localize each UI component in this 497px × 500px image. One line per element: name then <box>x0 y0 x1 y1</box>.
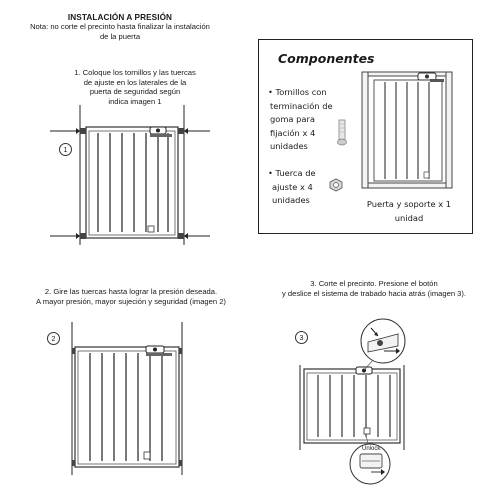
nut-line2: ajuste x 4 <box>272 181 313 192</box>
screws-line1: • Tornillos con <box>268 87 327 97</box>
step1-heading: INSTALACIÓN A PRESIÓN <box>67 13 173 22</box>
step1-instr-line2: de ajuste en los laterales de la <box>83 77 187 87</box>
step1-instr-line4: indica imagen 1 <box>108 96 162 106</box>
step3-instr-line2: y deslice el sistema de trabado hacia atrás (imagen 3). <box>281 288 467 298</box>
screws-line5: unidades <box>270 141 308 151</box>
step3-instr-line1: 3. Corte el precinto. Presione el botón <box>310 279 438 288</box>
screws-line3: goma para <box>270 114 315 124</box>
nut-line3: unidades <box>272 195 310 205</box>
step1-figure-number: 1 <box>59 143 72 156</box>
step1-note-line2: de la puerta <box>99 31 141 41</box>
gate-line2: unidad <box>394 212 424 223</box>
step2-instr-line2: A mayor presión, mayor sujeción y seguridad (imagen 2) <box>36 296 226 306</box>
step1-instr-line1: 1. Coloque los tornillos y las tuercas <box>74 68 196 77</box>
nut-line1: • Tuerca de <box>268 168 316 178</box>
screws-line4: fijación x 4 <box>270 127 316 138</box>
step1-note-line1: Nota: no corte el precinto hasta finalizar la instalación <box>30 22 210 31</box>
step2-figure-number: 2 <box>47 332 60 345</box>
components-title: Componentes <box>278 51 375 66</box>
step1-instr-line3: puerta de seguridad según <box>89 87 181 97</box>
step2-instr-line1: 2. Gire las tuercas hasta lograr la presión deseada. <box>44 287 218 296</box>
step3-figure-number: 3 <box>295 331 308 344</box>
unlock-label: Unlock <box>362 446 381 452</box>
gate-line1: Puerta y soporte x 1 <box>366 199 452 209</box>
screws-line2: terminación de <box>270 100 333 111</box>
